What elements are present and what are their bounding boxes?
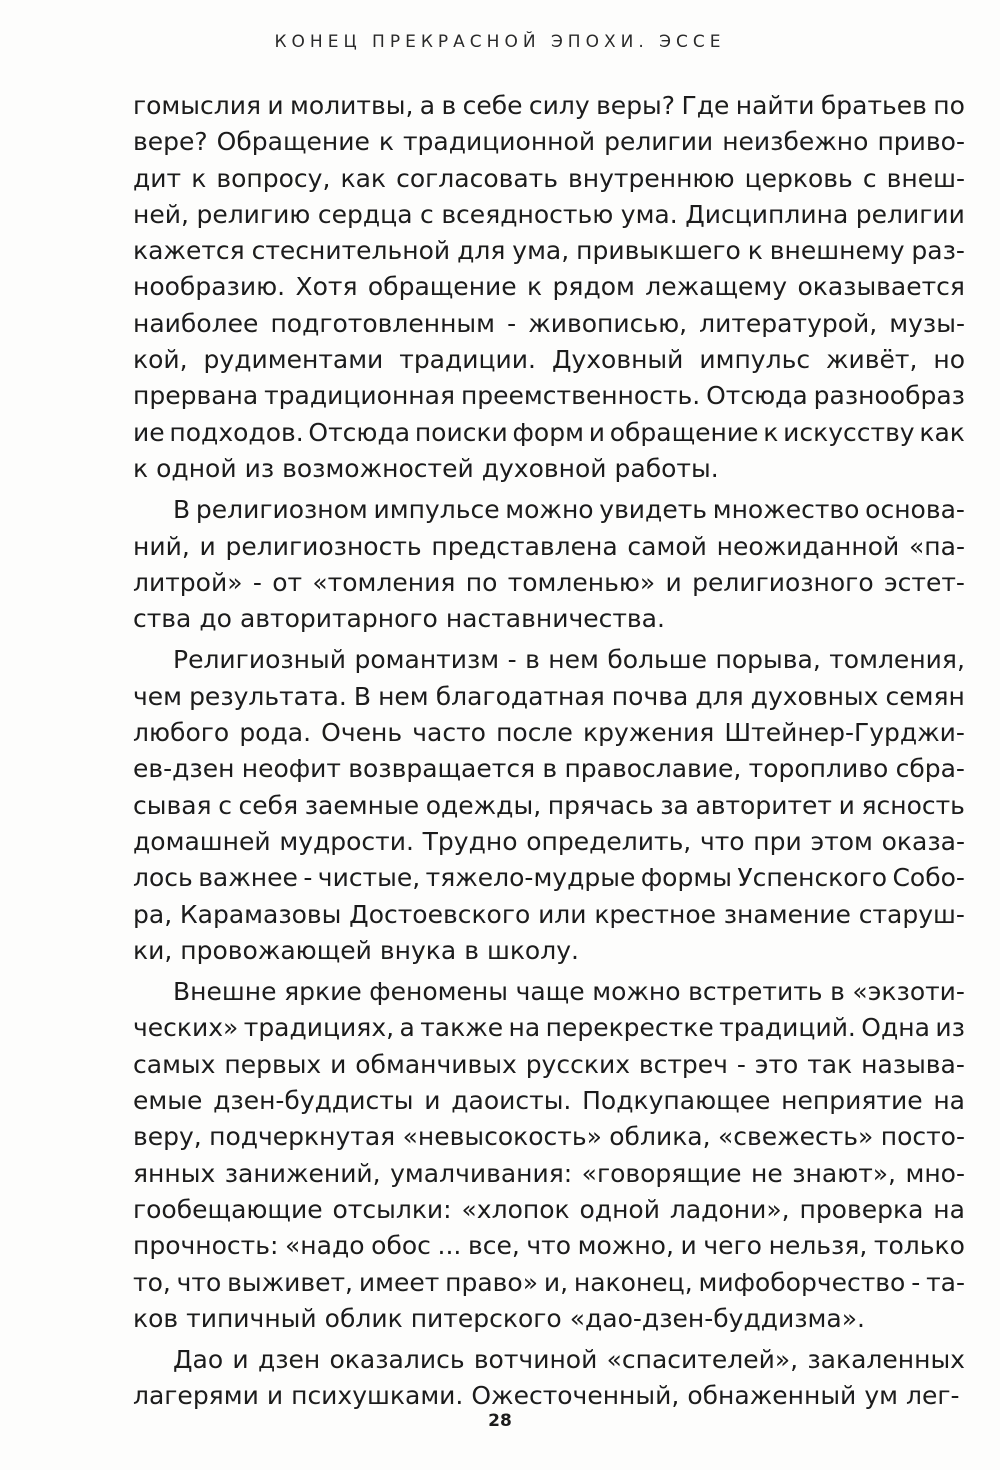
text-line: ра, Карамазовы Достоевского или крестное знамение старуш- — [133, 899, 965, 929]
text-line: ческих» традициях, а также на перекрестке традиций. Одна из — [133, 1013, 965, 1043]
text-line: домашней мудрости. Трудно определить, что при этом оказа- — [133, 826, 965, 856]
text-line: чем результата. В нем благодатная почва для духовных семян — [133, 681, 965, 711]
text-line: нообразию. Хотя обращение к рядом лежащему оказывается — [133, 272, 965, 302]
text-line: прервана традиционная преемственность. Отсюда разнообраз — [133, 381, 965, 411]
text-line: вере? Обращение к традиционной религии неизбежно приво- — [133, 127, 965, 157]
text-line: ки, провожающей внука в школу. — [133, 935, 579, 965]
text-line: янных занижений, умалчивания: «говорящие не знают», мно- — [133, 1158, 965, 1188]
page-number: 28 — [488, 1411, 512, 1431]
text-line: веру, подчеркнутая «невысокость» облика, «свежесть» посто- — [133, 1122, 965, 1152]
text-line: прочность: «надо обос ... все, что можно, и чего нельзя, только — [133, 1231, 965, 1261]
text-line: кажется стеснительной для ума, привыкшего к внешнему раз- — [133, 236, 965, 266]
paragraph — [133, 642, 965, 969]
text-line: лагерями и психушками. Ожесточенный, обнаженный ум лег- — [133, 1381, 960, 1411]
text-line: гомыслия и молитвы, а в себе силу веры? Где найти братьев по — [133, 91, 965, 120]
text-line: гообещающие отсылки: «хлопок одной ладони», проверка на — [133, 1194, 965, 1224]
text-line: Внешне яркие феномены чаще можно встретить в «экзоти- — [173, 977, 965, 1007]
text-line: Религиозный романтизм - в нем больше порыва, томления, — [173, 645, 965, 675]
running-head: КОНЕЦ ПРЕКРАСНОЙ ЭПОХИ. ЭССЕ — [274, 32, 726, 52]
text-line: ев-дзен неофит возвращается в православие, торопливо сбра- — [133, 754, 965, 784]
text-line: ства до авторитарного наставничества. — [133, 604, 665, 634]
text-line: ний, и религиозность представлена самой неожиданной «па- — [133, 531, 965, 561]
text-line: литрой» - от «томления по томленью» и религиозного эстет- — [133, 567, 965, 597]
text-line: сывая с себя заемные одежды, прячась за авторитет и ясность — [133, 790, 965, 820]
text-line: к одной из возможностей духовной работы. — [133, 453, 719, 483]
paragraph — [133, 88, 965, 487]
text-line: Дао и дзен оказались вотчиной «спасителей», закаленных — [173, 1345, 965, 1375]
text-line: любого рода. Очень часто после кружения Штейнер-Гурджи- — [133, 718, 965, 748]
text-line: дит к вопросу, как согласовать внутреннюю церковь с внеш- — [133, 163, 965, 193]
text-line: наиболее подготовленным - живописью, литературой, музы- — [133, 308, 965, 338]
text-line: емые дзен-буддисты и даоисты. Подкупающее неприятие на — [133, 1086, 965, 1116]
paragraph — [133, 1342, 965, 1415]
text-line: кой, рудиментами традиции. Духовный импульс живёт, но — [133, 345, 965, 375]
paragraph — [133, 492, 965, 637]
text-line: В религиозном импульсе можно увидеть множество основа- — [173, 495, 965, 525]
text-line: ней, религию сердца с всеядностью ума. Дисциплина религии — [133, 199, 965, 229]
text-line: самых первых и обманчивых русских встреч - это так называ- — [133, 1049, 965, 1079]
text-line: то, что выживет, имеет право» и, наконец, мифоборчество - та- — [133, 1267, 965, 1297]
text-line: ков типичный облик питерского «дао-дзен-буддизма». — [133, 1303, 865, 1333]
paragraph — [133, 974, 965, 1337]
text-line: ие подходов. Отсюда поиски форм и обращение к искусству как — [133, 417, 965, 447]
body-text — [133, 88, 965, 1415]
text-line: лось важнее - чистые, тяжело-мудрые формы Успенского Собо- — [133, 863, 965, 893]
